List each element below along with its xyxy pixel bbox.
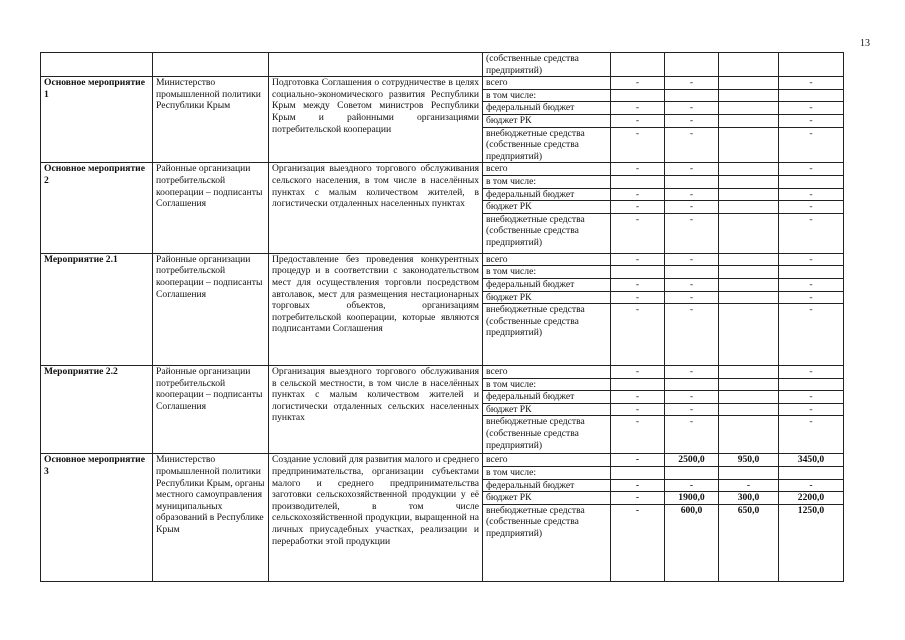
description-cell: Создание условий для развития малого и среднего предпринимательства, организации субъектами малого и среднего предпринимательства заготовки сельскохозяйственной продукции у её производителей, в том числе сельскохозяйственной продукции, выращенной на личных приусадебных участках, реализации и переработки этой продукции <box>269 454 483 581</box>
funding-source-cell: всего <box>483 77 611 90</box>
amount-cell-4: - <box>779 213 844 253</box>
amount-cell-4 <box>779 175 844 188</box>
amount-cell-1: - <box>611 479 665 492</box>
event-name-cell: Основное мероприятие 1 <box>41 77 153 163</box>
amount-cell-1: - <box>611 416 665 454</box>
description-cell: Предоставление без проведения конкурентных процедур и в соответствии с законодательством мест для осуществления торговли посредством автолавок, мест для размещения нестационарных торговых объектов, организациям потребительской кооперации, которые являются подписантами Соглашения <box>269 253 483 365</box>
funding-source-cell: в том числе: <box>483 467 611 480</box>
amount-cell-3 <box>719 213 779 253</box>
amount-cell-3 <box>719 378 779 391</box>
funding-source-cell: всего <box>483 163 611 176</box>
funding-source-cell: внебюджетные средства (собственные средства предприятий) <box>483 416 611 454</box>
amount-cell-3 <box>719 102 779 115</box>
amount-cell-2: 2500,0 <box>665 454 719 467</box>
funding-source-cell: внебюджетные средства (собственные средства предприятий) <box>483 213 611 253</box>
amount-cell-4: - <box>779 163 844 176</box>
amount-cell-3 <box>719 53 779 77</box>
amount-cell-2: - <box>665 366 719 379</box>
amount-cell-2 <box>665 53 719 77</box>
amount-cell-4 <box>779 53 844 77</box>
amount-cell-2: - <box>665 304 719 366</box>
table-row <box>41 77 844 90</box>
table-row <box>41 454 844 467</box>
amount-cell-3: 300,0 <box>719 492 779 505</box>
amount-cell-4: 2200,0 <box>779 492 844 505</box>
amount-cell-4: - <box>779 479 844 492</box>
amount-cell-4: - <box>779 291 844 304</box>
funding-source-cell: всего <box>483 454 611 467</box>
amount-cell-3 <box>719 266 779 279</box>
funding-source-cell: федеральный бюджет <box>483 102 611 115</box>
amount-cell-1: - <box>611 201 665 214</box>
amount-cell-3 <box>719 416 779 454</box>
amount-cell-3: - <box>719 479 779 492</box>
funding-source-cell: в том числе: <box>483 175 611 188</box>
funding-source-cell: (собственные средства предприятий) <box>483 53 611 77</box>
table-row <box>41 253 844 266</box>
amount-cell-3 <box>719 201 779 214</box>
amount-cell-3 <box>719 253 779 266</box>
amount-cell-4: - <box>779 403 844 416</box>
amount-cell-3 <box>719 278 779 291</box>
funding-source-cell: всего <box>483 253 611 266</box>
amount-cell-4 <box>779 266 844 279</box>
amount-cell-3 <box>719 467 779 480</box>
amount-cell-4 <box>779 89 844 102</box>
amount-cell-3 <box>719 188 779 201</box>
amount-cell-3: 650,0 <box>719 504 779 581</box>
amount-cell-2: - <box>665 253 719 266</box>
amount-cell-3: 950,0 <box>719 454 779 467</box>
amount-cell-3 <box>719 114 779 127</box>
executor-cell: Районные организации потребительской кооперации – подписанты Соглашения <box>153 253 269 365</box>
amount-cell-1: - <box>611 291 665 304</box>
amount-cell-2: - <box>665 114 719 127</box>
amount-cell-1 <box>611 467 665 480</box>
amount-cell-1 <box>611 266 665 279</box>
amount-cell-2: - <box>665 291 719 304</box>
funding-source-cell: федеральный бюджет <box>483 188 611 201</box>
amount-cell-4: - <box>779 188 844 201</box>
amount-cell-2: - <box>665 403 719 416</box>
amount-cell-2 <box>665 467 719 480</box>
amount-cell-2 <box>665 175 719 188</box>
amount-cell-4: - <box>779 278 844 291</box>
amount-cell-4 <box>779 467 844 480</box>
amount-cell-2: - <box>665 213 719 253</box>
funding-source-cell: федеральный бюджет <box>483 278 611 291</box>
description-cell <box>269 53 483 77</box>
amount-cell-1: - <box>611 102 665 115</box>
amount-cell-2: - <box>665 278 719 291</box>
amount-cell-2: - <box>665 188 719 201</box>
funding-source-cell: в том числе: <box>483 89 611 102</box>
amount-cell-3 <box>719 403 779 416</box>
funding-source-cell: федеральный бюджет <box>483 391 611 404</box>
amount-cell-4: - <box>779 127 844 163</box>
table-row <box>41 163 844 176</box>
amount-cell-1: - <box>611 213 665 253</box>
amount-cell-4: - <box>779 201 844 214</box>
amount-cell-1: - <box>611 278 665 291</box>
executor-cell: Министерство промышленной политики Республики Крым, органы местного самоуправления муниципальных образований в Республике Крым <box>153 454 269 581</box>
amount-cell-3 <box>719 127 779 163</box>
amount-cell-4: - <box>779 391 844 404</box>
amount-cell-3 <box>719 89 779 102</box>
amount-cell-4: - <box>779 77 844 90</box>
amount-cell-2: 600,0 <box>665 504 719 581</box>
amount-cell-1: - <box>611 304 665 366</box>
amount-cell-4: - <box>779 304 844 366</box>
amount-cell-2: - <box>665 416 719 454</box>
event-name-cell <box>41 53 153 77</box>
description-cell: Организация выездного торгового обслуживания в сельской местности, в том числе в населённых пунктах с малым количеством жителей и логистически отдаленных сельских населенных пунктах <box>269 366 483 454</box>
event-name-cell: Основное мероприятие 3 <box>41 454 153 581</box>
amount-cell-2: - <box>665 201 719 214</box>
amount-cell-1: - <box>611 454 665 467</box>
amount-cell-1: - <box>611 77 665 90</box>
amount-cell-2: 1900,0 <box>665 492 719 505</box>
amount-cell-2: - <box>665 77 719 90</box>
amount-cell-3 <box>719 304 779 366</box>
executor-cell: Министерство промышленной политики Республики Крым <box>153 77 269 163</box>
amount-cell-1 <box>611 53 665 77</box>
amount-cell-3 <box>719 366 779 379</box>
funding-source-cell: бюджет РК <box>483 114 611 127</box>
amount-cell-4: - <box>779 102 844 115</box>
amount-cell-2: - <box>665 102 719 115</box>
amount-cell-2: - <box>665 391 719 404</box>
amount-cell-1: - <box>611 492 665 505</box>
amount-cell-3 <box>719 163 779 176</box>
amount-cell-4: - <box>779 253 844 266</box>
amount-cell-2 <box>665 89 719 102</box>
amount-cell-3 <box>719 175 779 188</box>
event-name-cell: Основное мероприятие 2 <box>41 163 153 253</box>
program-table <box>40 52 844 582</box>
amount-cell-1: - <box>611 504 665 581</box>
funding-source-cell: в том числе: <box>483 266 611 279</box>
amount-cell-4: - <box>779 114 844 127</box>
table-row <box>41 366 844 379</box>
executor-cell: Районные организации потребительской кооперации – подписанты Соглашения <box>153 366 269 454</box>
amount-cell-1 <box>611 378 665 391</box>
amount-cell-1: - <box>611 391 665 404</box>
amount-cell-1: - <box>611 188 665 201</box>
amount-cell-3 <box>719 391 779 404</box>
funding-source-cell: в том числе: <box>483 378 611 391</box>
amount-cell-1: - <box>611 403 665 416</box>
executor-cell: Районные организации потребительской кооперации – подписанты Соглашения <box>153 163 269 253</box>
description-cell: Подготовка Соглашения о сотрудничестве в целях социально-экономического развития Республики Крым между Советом министров Республики Крым и районными организациями потребительской кооперации <box>269 77 483 163</box>
amount-cell-2: - <box>665 127 719 163</box>
amount-cell-1 <box>611 175 665 188</box>
executor-cell <box>153 53 269 77</box>
funding-source-cell: внебюджетные средства (собственные средства предприятий) <box>483 127 611 163</box>
amount-cell-1: - <box>611 127 665 163</box>
funding-source-cell: бюджет РК <box>483 403 611 416</box>
amount-cell-1: - <box>611 366 665 379</box>
amount-cell-4: - <box>779 366 844 379</box>
funding-source-cell: федеральный бюджет <box>483 479 611 492</box>
page-number: 13 <box>860 38 870 49</box>
amount-cell-2: - <box>665 479 719 492</box>
table-row <box>41 53 844 77</box>
amount-cell-1: - <box>611 163 665 176</box>
amount-cell-3 <box>719 291 779 304</box>
amount-cell-4: 3450,0 <box>779 454 844 467</box>
amount-cell-1 <box>611 89 665 102</box>
event-name-cell: Мероприятие 2.2 <box>41 366 153 454</box>
amount-cell-4: - <box>779 416 844 454</box>
funding-source-cell: бюджет РК <box>483 201 611 214</box>
amount-cell-2 <box>665 378 719 391</box>
funding-source-cell: внебюджетные средства (собственные средства предприятий) <box>483 304 611 366</box>
funding-source-cell: всего <box>483 366 611 379</box>
funding-source-cell: бюджет РК <box>483 492 611 505</box>
funding-source-cell: внебюджетные средства (собственные средства предприятий) <box>483 504 611 581</box>
description-cell: Организация выездного торгового обслуживания сельского населения, в том числе в населённых пунктах с малым количеством жителей, в логистически отдаленных населенных пунктах <box>269 163 483 253</box>
amount-cell-1: - <box>611 253 665 266</box>
amount-cell-3 <box>719 77 779 90</box>
amount-cell-4: 1250,0 <box>779 504 844 581</box>
amount-cell-1: - <box>611 114 665 127</box>
event-name-cell: Мероприятие 2.1 <box>41 253 153 365</box>
amount-cell-2: - <box>665 163 719 176</box>
amount-cell-4 <box>779 378 844 391</box>
funding-source-cell: бюджет РК <box>483 291 611 304</box>
amount-cell-2 <box>665 266 719 279</box>
